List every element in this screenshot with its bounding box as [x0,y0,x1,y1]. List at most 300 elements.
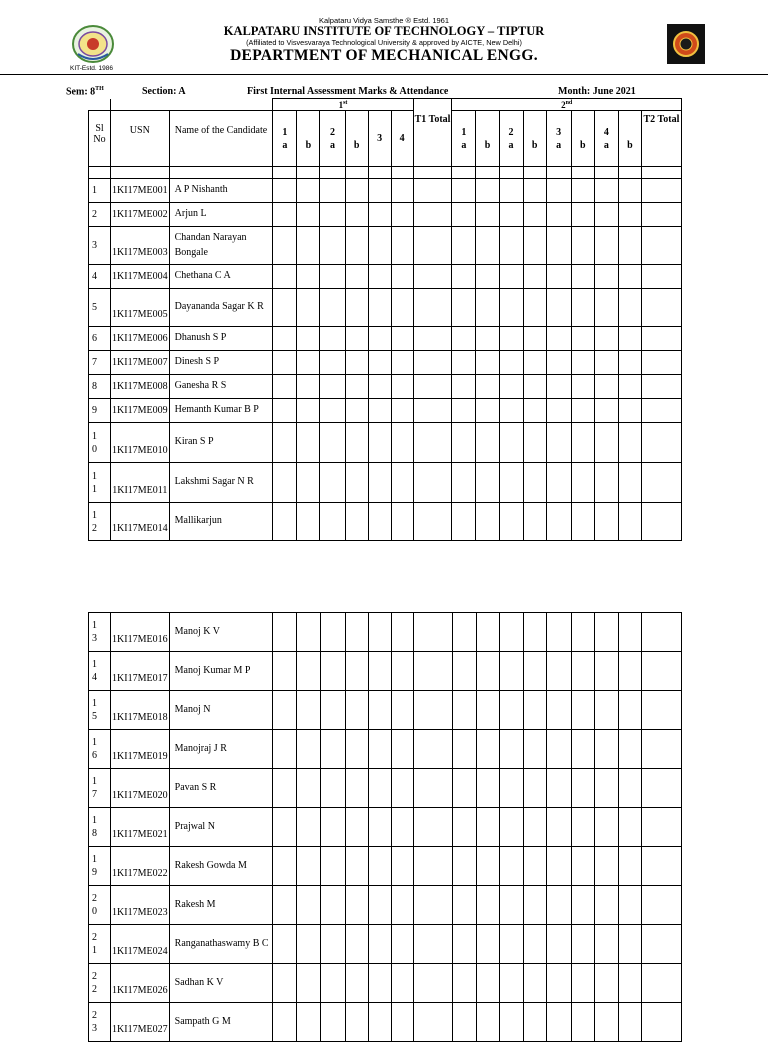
mark-entry-cell[interactable] [546,463,571,503]
mark-entry-cell[interactable] [476,227,499,265]
mark-entry-cell[interactable] [499,613,523,652]
mark-entry-cell[interactable] [571,351,594,375]
mark-entry-cell[interactable] [413,964,452,1003]
mark-entry-cell[interactable] [345,1003,368,1042]
mark-entry-cell[interactable] [546,265,571,289]
mark-entry-cell[interactable] [619,925,642,964]
mark-entry-cell[interactable] [345,808,368,847]
mark-entry-cell[interactable] [320,769,345,808]
mark-entry-cell[interactable] [345,652,368,691]
mark-entry-cell[interactable] [368,1003,391,1042]
mark-entry-cell[interactable] [476,691,499,730]
mark-entry-cell[interactable] [391,203,413,227]
mark-entry-cell[interactable] [368,327,391,351]
mark-entry-cell[interactable] [594,423,618,463]
mark-entry-cell[interactable] [320,423,345,463]
mark-entry-cell[interactable] [594,503,618,541]
mark-entry-cell[interactable] [297,925,320,964]
mark-entry-cell[interactable] [368,203,391,227]
mark-entry-cell[interactable] [391,227,413,265]
mark-entry-cell[interactable] [476,375,499,399]
mark-entry-cell[interactable] [618,463,641,503]
mark-entry-cell[interactable] [345,351,368,375]
mark-entry-cell[interactable] [546,691,571,730]
mark-entry-cell[interactable] [594,925,618,964]
mark-entry-cell[interactable] [273,399,297,423]
mark-entry-cell[interactable] [642,769,682,808]
mark-entry-cell[interactable] [345,399,368,423]
mark-entry-cell[interactable] [391,613,413,652]
mark-entry-cell[interactable] [345,375,368,399]
mark-entry-cell[interactable] [499,179,523,203]
mark-entry-cell[interactable] [641,503,681,541]
mark-entry-cell[interactable] [499,327,523,351]
mark-entry-cell[interactable] [368,925,391,964]
mark-entry-cell[interactable] [618,327,641,351]
mark-entry-cell[interactable] [452,925,476,964]
mark-entry-cell[interactable] [476,730,499,769]
mark-entry-cell[interactable] [594,179,618,203]
mark-entry-cell[interactable] [642,886,682,925]
mark-entry-cell[interactable] [499,375,523,399]
mark-entry-cell[interactable] [368,227,391,265]
mark-entry-cell[interactable] [297,423,320,463]
mark-entry-cell[interactable] [320,179,345,203]
mark-entry-cell[interactable] [368,964,391,1003]
mark-entry-cell[interactable] [320,399,345,423]
mark-entry-cell[interactable] [320,503,345,541]
mark-entry-cell[interactable] [523,327,546,351]
mark-entry-cell[interactable] [452,808,476,847]
mark-entry-cell[interactable] [320,691,345,730]
mark-entry-cell[interactable] [368,179,391,203]
mark-entry-cell[interactable] [368,375,391,399]
mark-entry-cell[interactable] [452,289,476,327]
mark-entry-cell[interactable] [452,613,476,652]
mark-entry-cell[interactable] [594,375,618,399]
mark-entry-cell[interactable] [499,847,523,886]
mark-entry-cell[interactable] [641,179,681,203]
mark-entry-cell[interactable] [476,179,499,203]
mark-entry-cell[interactable] [619,847,642,886]
mark-entry-cell[interactable] [413,375,452,399]
mark-entry-cell[interactable] [391,886,413,925]
mark-entry-cell[interactable] [476,265,499,289]
mark-entry-cell[interactable] [523,964,546,1003]
mark-entry-cell[interactable] [452,964,476,1003]
mark-entry-cell[interactable] [273,179,297,203]
mark-entry-cell[interactable] [273,847,297,886]
mark-entry-cell[interactable] [391,423,413,463]
mark-entry-cell[interactable] [571,769,594,808]
mark-entry-cell[interactable] [391,925,413,964]
mark-entry-cell[interactable] [641,203,681,227]
mark-entry-cell[interactable] [297,227,320,265]
mark-entry-cell[interactable] [320,613,345,652]
mark-entry-cell[interactable] [499,808,523,847]
mark-entry-cell[interactable] [452,265,476,289]
mark-entry-cell[interactable] [476,613,499,652]
mark-entry-cell[interactable] [571,652,594,691]
mark-entry-cell[interactable] [345,503,368,541]
mark-entry-cell[interactable] [273,925,297,964]
mark-entry-cell[interactable] [391,847,413,886]
mark-entry-cell[interactable] [594,227,618,265]
mark-entry-cell[interactable] [499,463,523,503]
mark-entry-cell[interactable] [345,691,368,730]
mark-entry-cell[interactable] [297,289,320,327]
mark-entry-cell[interactable] [273,613,297,652]
mark-entry-cell[interactable] [499,964,523,1003]
mark-entry-cell[interactable] [642,847,682,886]
mark-entry-cell[interactable] [320,375,345,399]
mark-entry-cell[interactable] [594,203,618,227]
mark-entry-cell[interactable] [413,691,452,730]
mark-entry-cell[interactable] [345,886,368,925]
mark-entry-cell[interactable] [297,265,320,289]
mark-entry-cell[interactable] [273,769,297,808]
mark-entry-cell[interactable] [452,503,476,541]
mark-entry-cell[interactable] [391,463,413,503]
mark-entry-cell[interactable] [413,730,452,769]
mark-entry-cell[interactable] [571,1003,594,1042]
mark-entry-cell[interactable] [413,327,452,351]
mark-entry-cell[interactable] [499,1003,523,1042]
mark-entry-cell[interactable] [273,886,297,925]
mark-entry-cell[interactable] [413,808,452,847]
mark-entry-cell[interactable] [273,964,297,1003]
mark-entry-cell[interactable] [499,227,523,265]
mark-entry-cell[interactable] [452,691,476,730]
mark-entry-cell[interactable] [320,203,345,227]
mark-entry-cell[interactable] [368,399,391,423]
mark-entry-cell[interactable] [368,847,391,886]
mark-entry-cell[interactable] [546,203,571,227]
mark-entry-cell[interactable] [368,730,391,769]
mark-entry-cell[interactable] [413,503,452,541]
mark-entry-cell[interactable] [320,463,345,503]
mark-entry-cell[interactable] [618,399,641,423]
mark-entry-cell[interactable] [571,399,594,423]
mark-entry-cell[interactable] [546,179,571,203]
mark-entry-cell[interactable] [452,399,476,423]
mark-entry-cell[interactable] [546,399,571,423]
mark-entry-cell[interactable] [297,327,320,351]
mark-entry-cell[interactable] [452,179,476,203]
mark-entry-cell[interactable] [546,227,571,265]
mark-entry-cell[interactable] [297,399,320,423]
mark-entry-cell[interactable] [368,351,391,375]
mark-entry-cell[interactable] [320,847,345,886]
mark-entry-cell[interactable] [297,503,320,541]
mark-entry-cell[interactable] [571,375,594,399]
mark-entry-cell[interactable] [546,964,571,1003]
mark-entry-cell[interactable] [391,652,413,691]
mark-entry-cell[interactable] [297,847,320,886]
mark-entry-cell[interactable] [619,886,642,925]
mark-entry-cell[interactable] [391,399,413,423]
mark-entry-cell[interactable] [523,227,546,265]
mark-entry-cell[interactable] [594,351,618,375]
mark-entry-cell[interactable] [476,423,499,463]
mark-entry-cell[interactable] [320,730,345,769]
mark-entry-cell[interactable] [642,808,682,847]
mark-entry-cell[interactable] [273,289,297,327]
mark-entry-cell[interactable] [368,652,391,691]
mark-entry-cell[interactable] [499,351,523,375]
mark-entry-cell[interactable] [320,265,345,289]
mark-entry-cell[interactable] [320,227,345,265]
mark-entry-cell[interactable] [523,375,546,399]
mark-entry-cell[interactable] [499,289,523,327]
mark-entry-cell[interactable] [452,847,476,886]
mark-entry-cell[interactable] [571,179,594,203]
mark-entry-cell[interactable] [391,964,413,1003]
mark-entry-cell[interactable] [297,964,320,1003]
mark-entry-cell[interactable] [546,351,571,375]
mark-entry-cell[interactable] [523,463,546,503]
mark-entry-cell[interactable] [476,503,499,541]
mark-entry-cell[interactable] [368,613,391,652]
mark-entry-cell[interactable] [345,203,368,227]
mark-entry-cell[interactable] [523,652,546,691]
mark-entry-cell[interactable] [391,691,413,730]
mark-entry-cell[interactable] [594,964,618,1003]
mark-entry-cell[interactable] [368,423,391,463]
mark-entry-cell[interactable] [594,691,618,730]
mark-entry-cell[interactable] [523,925,546,964]
mark-entry-cell[interactable] [641,399,681,423]
mark-entry-cell[interactable] [320,652,345,691]
mark-entry-cell[interactable] [642,964,682,1003]
mark-entry-cell[interactable] [452,652,476,691]
mark-entry-cell[interactable] [476,351,499,375]
mark-entry-cell[interactable] [320,808,345,847]
mark-entry-cell[interactable] [619,652,642,691]
mark-entry-cell[interactable] [320,1003,345,1042]
mark-entry-cell[interactable] [571,886,594,925]
mark-entry-cell[interactable] [618,203,641,227]
mark-entry-cell[interactable] [345,847,368,886]
mark-entry-cell[interactable] [571,847,594,886]
mark-entry-cell[interactable] [641,351,681,375]
mark-entry-cell[interactable] [297,203,320,227]
mark-entry-cell[interactable] [594,613,618,652]
mark-entry-cell[interactable] [523,847,546,886]
mark-entry-cell[interactable] [476,289,499,327]
mark-entry-cell[interactable] [273,730,297,769]
mark-entry-cell[interactable] [642,1003,682,1042]
mark-entry-cell[interactable] [391,375,413,399]
mark-entry-cell[interactable] [391,351,413,375]
mark-entry-cell[interactable] [546,652,571,691]
mark-entry-cell[interactable] [546,327,571,351]
mark-entry-cell[interactable] [452,203,476,227]
mark-entry-cell[interactable] [273,351,297,375]
mark-entry-cell[interactable] [345,227,368,265]
mark-entry-cell[interactable] [413,203,452,227]
mark-entry-cell[interactable] [523,691,546,730]
mark-entry-cell[interactable] [345,265,368,289]
mark-entry-cell[interactable] [413,179,452,203]
mark-entry-cell[interactable] [345,925,368,964]
mark-entry-cell[interactable] [571,327,594,351]
mark-entry-cell[interactable] [413,351,452,375]
mark-entry-cell[interactable] [320,351,345,375]
mark-entry-cell[interactable] [618,227,641,265]
mark-entry-cell[interactable] [546,808,571,847]
mark-entry-cell[interactable] [546,503,571,541]
mark-entry-cell[interactable] [499,925,523,964]
mark-entry-cell[interactable] [523,423,546,463]
mark-entry-cell[interactable] [618,375,641,399]
mark-entry-cell[interactable] [476,964,499,1003]
mark-entry-cell[interactable] [273,423,297,463]
mark-entry-cell[interactable] [476,399,499,423]
mark-entry-cell[interactable] [571,925,594,964]
mark-entry-cell[interactable] [523,886,546,925]
mark-entry-cell[interactable] [546,886,571,925]
mark-entry-cell[interactable] [452,375,476,399]
mark-entry-cell[interactable] [273,652,297,691]
mark-entry-cell[interactable] [297,691,320,730]
mark-entry-cell[interactable] [297,730,320,769]
mark-entry-cell[interactable] [546,847,571,886]
mark-entry-cell[interactable] [368,503,391,541]
mark-entry-cell[interactable] [641,327,681,351]
mark-entry-cell[interactable] [594,399,618,423]
mark-entry-cell[interactable] [618,265,641,289]
mark-entry-cell[interactable] [273,808,297,847]
mark-entry-cell[interactable] [273,227,297,265]
mark-entry-cell[interactable] [273,265,297,289]
mark-entry-cell[interactable] [571,423,594,463]
mark-entry-cell[interactable] [345,179,368,203]
mark-entry-cell[interactable] [452,769,476,808]
mark-entry-cell[interactable] [594,463,618,503]
mark-entry-cell[interactable] [641,375,681,399]
mark-entry-cell[interactable] [273,463,297,503]
mark-entry-cell[interactable] [345,423,368,463]
mark-entry-cell[interactable] [594,769,618,808]
mark-entry-cell[interactable] [618,503,641,541]
mark-entry-cell[interactable] [546,730,571,769]
mark-entry-cell[interactable] [641,463,681,503]
mark-entry-cell[interactable] [642,652,682,691]
mark-entry-cell[interactable] [273,503,297,541]
mark-entry-cell[interactable] [413,227,452,265]
mark-entry-cell[interactable] [391,1003,413,1042]
mark-entry-cell[interactable] [297,769,320,808]
mark-entry-cell[interactable] [499,503,523,541]
mark-entry-cell[interactable] [476,203,499,227]
mark-entry-cell[interactable] [499,652,523,691]
mark-entry-cell[interactable] [619,691,642,730]
mark-entry-cell[interactable] [546,375,571,399]
mark-entry-cell[interactable] [391,265,413,289]
mark-entry-cell[interactable] [452,463,476,503]
mark-entry-cell[interactable] [320,964,345,1003]
mark-entry-cell[interactable] [523,351,546,375]
mark-entry-cell[interactable] [345,327,368,351]
mark-entry-cell[interactable] [594,652,618,691]
mark-entry-cell[interactable] [273,1003,297,1042]
mark-entry-cell[interactable] [297,463,320,503]
mark-entry-cell[interactable] [571,289,594,327]
mark-entry-cell[interactable] [571,227,594,265]
mark-entry-cell[interactable] [571,691,594,730]
mark-entry-cell[interactable] [391,289,413,327]
mark-entry-cell[interactable] [368,691,391,730]
mark-entry-cell[interactable] [391,808,413,847]
mark-entry-cell[interactable] [641,227,681,265]
mark-entry-cell[interactable] [345,730,368,769]
mark-entry-cell[interactable] [523,1003,546,1042]
mark-entry-cell[interactable] [571,808,594,847]
mark-entry-cell[interactable] [523,399,546,423]
mark-entry-cell[interactable] [476,847,499,886]
mark-entry-cell[interactable] [476,1003,499,1042]
mark-entry-cell[interactable] [523,503,546,541]
mark-entry-cell[interactable] [413,613,452,652]
mark-entry-cell[interactable] [476,769,499,808]
mark-entry-cell[interactable] [619,964,642,1003]
mark-entry-cell[interactable] [594,886,618,925]
mark-entry-cell[interactable] [571,964,594,1003]
mark-entry-cell[interactable] [297,652,320,691]
mark-entry-cell[interactable] [523,179,546,203]
mark-entry-cell[interactable] [476,886,499,925]
mark-entry-cell[interactable] [594,808,618,847]
mark-entry-cell[interactable] [619,1003,642,1042]
mark-entry-cell[interactable] [345,463,368,503]
mark-entry-cell[interactable] [594,327,618,351]
mark-entry-cell[interactable] [452,730,476,769]
mark-entry-cell[interactable] [499,203,523,227]
mark-entry-cell[interactable] [345,769,368,808]
mark-entry-cell[interactable] [594,289,618,327]
mark-entry-cell[interactable] [499,730,523,769]
mark-entry-cell[interactable] [297,351,320,375]
mark-entry-cell[interactable] [391,327,413,351]
mark-entry-cell[interactable] [571,463,594,503]
mark-entry-cell[interactable] [523,769,546,808]
mark-entry-cell[interactable] [297,886,320,925]
mark-entry-cell[interactable] [523,265,546,289]
mark-entry-cell[interactable] [642,925,682,964]
mark-entry-cell[interactable] [368,808,391,847]
mark-entry-cell[interactable] [619,730,642,769]
mark-entry-cell[interactable] [368,265,391,289]
mark-entry-cell[interactable] [499,265,523,289]
mark-entry-cell[interactable] [452,227,476,265]
mark-entry-cell[interactable] [345,289,368,327]
mark-entry-cell[interactable] [499,399,523,423]
mark-entry-cell[interactable] [499,769,523,808]
mark-entry-cell[interactable] [320,289,345,327]
mark-entry-cell[interactable] [546,613,571,652]
mark-entry-cell[interactable] [476,925,499,964]
mark-entry-cell[interactable] [546,423,571,463]
mark-entry-cell[interactable] [594,730,618,769]
mark-entry-cell[interactable] [391,769,413,808]
mark-entry-cell[interactable] [368,886,391,925]
mark-entry-cell[interactable] [499,423,523,463]
mark-entry-cell[interactable] [546,1003,571,1042]
mark-entry-cell[interactable] [571,265,594,289]
mark-entry-cell[interactable] [320,925,345,964]
mark-entry-cell[interactable] [297,808,320,847]
